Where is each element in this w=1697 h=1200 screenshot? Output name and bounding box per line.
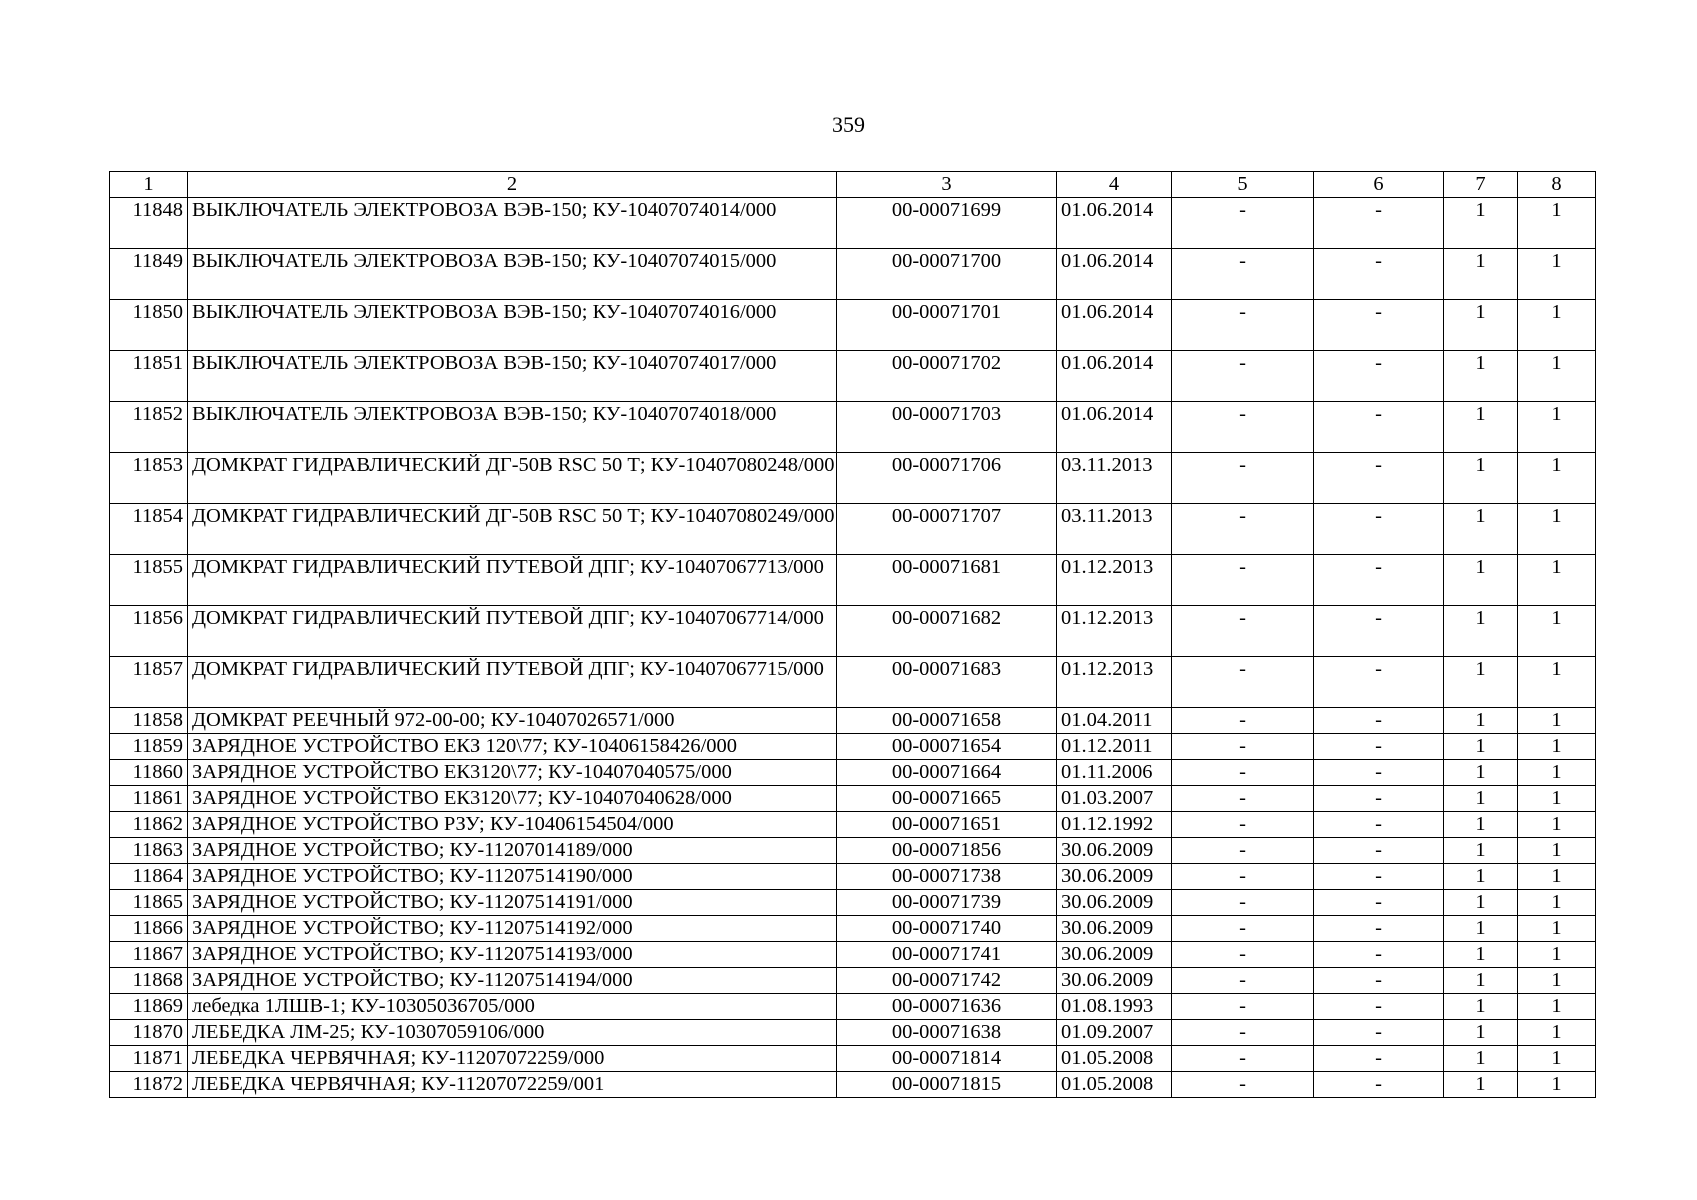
date-cell: 01.06.2014 — [1057, 198, 1172, 249]
inventory-code: 00-00071658 — [837, 708, 1057, 734]
column-7-cell: 1 — [1444, 942, 1518, 968]
column-6-cell: - — [1314, 1046, 1444, 1072]
date-cell: 01.03.2007 — [1057, 786, 1172, 812]
column-5-cell: - — [1172, 351, 1314, 402]
column-5-cell: - — [1172, 942, 1314, 968]
inventory-code: 00-00071703 — [837, 402, 1057, 453]
inventory-code: 00-00071814 — [837, 1046, 1057, 1072]
item-name: ДОМКРАТ ГИДРАВЛИЧЕСКИЙ ПУТЕВОЙ ДПГ; КУ-10407067715/000 — [188, 657, 837, 708]
column-8-cell: 1 — [1518, 708, 1596, 734]
column-7-cell: 1 — [1444, 300, 1518, 351]
date-cell: 03.11.2013 — [1057, 453, 1172, 504]
inventory-code: 00-00071741 — [837, 942, 1057, 968]
column-8-cell: 1 — [1518, 968, 1596, 994]
column-5-cell: - — [1172, 300, 1314, 351]
table-body — [110, 198, 1596, 1098]
item-name: ДОМКРАТ ГИДРАВЛИЧЕСКИЙ ДГ-50В RSC 50 Т; КУ-10407080249/000 — [188, 504, 837, 555]
table-row — [110, 760, 1596, 786]
column-7-cell: 1 — [1444, 657, 1518, 708]
item-name: ЗАРЯДНОЕ УСТРОЙСТВО РЗУ; КУ-10406154504/000 — [188, 812, 837, 838]
column-6-cell: - — [1314, 657, 1444, 708]
column-header: 2 — [188, 172, 837, 198]
column-5-cell: - — [1172, 708, 1314, 734]
item-name: ДОМКРАТ ГИДРАВЛИЧЕСКИЙ ПУТЕВОЙ ДПГ; КУ-10407067714/000 — [188, 606, 837, 657]
row-number: 11848 — [110, 198, 188, 249]
column-7-cell: 1 — [1444, 708, 1518, 734]
column-5-cell: - — [1172, 890, 1314, 916]
table-row — [110, 1020, 1596, 1046]
item-name: лебедка 1ЛШВ-1; КУ-10305036705/000 — [188, 994, 837, 1020]
column-8-cell: 1 — [1518, 1020, 1596, 1046]
column-6-cell: - — [1314, 453, 1444, 504]
inventory-code: 00-00071681 — [837, 555, 1057, 606]
column-8-cell: 1 — [1518, 942, 1596, 968]
column-6-cell: - — [1314, 760, 1444, 786]
column-8-cell: 1 — [1518, 890, 1596, 916]
table-row — [110, 249, 1596, 300]
column-5-cell: - — [1172, 838, 1314, 864]
table-row — [110, 708, 1596, 734]
inventory-code: 00-00071738 — [837, 864, 1057, 890]
column-7-cell: 1 — [1444, 606, 1518, 657]
item-name: ЛЕБЕДКА ЧЕРВЯЧНАЯ; КУ-11207072259/001 — [188, 1072, 837, 1098]
item-name: ЛЕБЕДКА ЧЕРВЯЧНАЯ; КУ-11207072259/000 — [188, 1046, 837, 1072]
header-row — [110, 172, 1596, 198]
table-row — [110, 916, 1596, 942]
inventory-code: 00-00071815 — [837, 1072, 1057, 1098]
column-6-cell: - — [1314, 555, 1444, 606]
row-number: 11861 — [110, 786, 188, 812]
column-5-cell: - — [1172, 249, 1314, 300]
column-7-cell: 1 — [1444, 198, 1518, 249]
date-cell: 30.06.2009 — [1057, 864, 1172, 890]
column-7-cell: 1 — [1444, 994, 1518, 1020]
column-7-cell: 1 — [1444, 734, 1518, 760]
column-6-cell: - — [1314, 838, 1444, 864]
item-name: ЗАРЯДНОЕ УСТРОЙСТВО; КУ-11207514190/000 — [188, 864, 837, 890]
inventory-code: 00-00071701 — [837, 300, 1057, 351]
table-row — [110, 453, 1596, 504]
column-5-cell: - — [1172, 994, 1314, 1020]
item-name: ВЫКЛЮЧАТЕЛЬ ЭЛЕКТРОВОЗА ВЭВ-150; КУ-10407074017/000 — [188, 351, 837, 402]
row-number: 11862 — [110, 812, 188, 838]
date-cell: 01.12.2013 — [1057, 555, 1172, 606]
column-7-cell: 1 — [1444, 1072, 1518, 1098]
row-number: 11860 — [110, 760, 188, 786]
column-7-cell: 1 — [1444, 453, 1518, 504]
table-row — [110, 968, 1596, 994]
column-5-cell: - — [1172, 760, 1314, 786]
registry-table — [109, 171, 1596, 1098]
date-cell: 01.06.2014 — [1057, 351, 1172, 402]
item-name: ДОМКРАТ ГИДРАВЛИЧЕСКИЙ ПУТЕВОЙ ДПГ; КУ-10407067713/000 — [188, 555, 837, 606]
column-6-cell: - — [1314, 1020, 1444, 1046]
inventory-code: 00-00071699 — [837, 198, 1057, 249]
item-name: ДОМКРАТ ГИДРАВЛИЧЕСКИЙ ДГ-50В RSC 50 Т; КУ-10407080248/000 — [188, 453, 837, 504]
column-7-cell: 1 — [1444, 1046, 1518, 1072]
table-row — [110, 942, 1596, 968]
column-6-cell: - — [1314, 786, 1444, 812]
row-number: 11857 — [110, 657, 188, 708]
column-6-cell: - — [1314, 942, 1444, 968]
table-row — [110, 504, 1596, 555]
column-6-cell: - — [1314, 734, 1444, 760]
date-cell: 01.12.2013 — [1057, 606, 1172, 657]
row-number: 11858 — [110, 708, 188, 734]
column-5-cell: - — [1172, 657, 1314, 708]
inventory-code: 00-00071654 — [837, 734, 1057, 760]
column-7-cell: 1 — [1444, 402, 1518, 453]
column-8-cell: 1 — [1518, 864, 1596, 890]
page-number: 359 — [832, 112, 865, 137]
date-cell: 30.06.2009 — [1057, 890, 1172, 916]
column-5-cell: - — [1172, 968, 1314, 994]
column-6-cell: - — [1314, 606, 1444, 657]
row-number: 11851 — [110, 351, 188, 402]
inventory-code: 00-00071700 — [837, 249, 1057, 300]
column-7-cell: 1 — [1444, 786, 1518, 812]
row-number: 11855 — [110, 555, 188, 606]
inventory-code: 00-00071664 — [837, 760, 1057, 786]
column-8-cell: 1 — [1518, 351, 1596, 402]
row-number: 11870 — [110, 1020, 188, 1046]
column-8-cell: 1 — [1518, 812, 1596, 838]
column-7-cell: 1 — [1444, 812, 1518, 838]
column-6-cell: - — [1314, 994, 1444, 1020]
item-name: ЗАРЯДНОЕ УСТРОЙСТВО; КУ-11207514193/000 — [188, 942, 837, 968]
column-header: 5 — [1172, 172, 1314, 198]
item-name: ВЫКЛЮЧАТЕЛЬ ЭЛЕКТРОВОЗА ВЭВ-150; КУ-10407074014/000 — [188, 198, 837, 249]
column-6-cell: - — [1314, 249, 1444, 300]
table-row — [110, 555, 1596, 606]
date-cell: 01.05.2008 — [1057, 1072, 1172, 1098]
column-7-cell: 1 — [1444, 249, 1518, 300]
column-8-cell: 1 — [1518, 555, 1596, 606]
item-name: ВЫКЛЮЧАТЕЛЬ ЭЛЕКТРОВОЗА ВЭВ-150; КУ-10407074018/000 — [188, 402, 837, 453]
column-8-cell: 1 — [1518, 1072, 1596, 1098]
date-cell: 01.04.2011 — [1057, 708, 1172, 734]
inventory-code: 00-00071665 — [837, 786, 1057, 812]
column-8-cell: 1 — [1518, 657, 1596, 708]
column-7-cell: 1 — [1444, 1020, 1518, 1046]
column-5-cell: - — [1172, 198, 1314, 249]
row-number: 11849 — [110, 249, 188, 300]
column-6-cell: - — [1314, 504, 1444, 555]
date-cell: 01.05.2008 — [1057, 1046, 1172, 1072]
column-7-cell: 1 — [1444, 916, 1518, 942]
table-row — [110, 890, 1596, 916]
column-7-cell: 1 — [1444, 968, 1518, 994]
column-5-cell: - — [1172, 812, 1314, 838]
column-header: 7 — [1444, 172, 1518, 198]
table-row — [110, 1072, 1596, 1098]
date-cell: 01.11.2006 — [1057, 760, 1172, 786]
item-name: ЗАРЯДНОЕ УСТРОЙСТВО; КУ-11207514191/000 — [188, 890, 837, 916]
item-name: ЛЕБЕДКА ЛМ-25; КУ-10307059106/000 — [188, 1020, 837, 1046]
column-7-cell: 1 — [1444, 555, 1518, 606]
row-number: 11850 — [110, 300, 188, 351]
column-6-cell: - — [1314, 968, 1444, 994]
column-header: 3 — [837, 172, 1057, 198]
column-5-cell: - — [1172, 1072, 1314, 1098]
column-7-cell: 1 — [1444, 504, 1518, 555]
table-row — [110, 786, 1596, 812]
column-5-cell: - — [1172, 504, 1314, 555]
row-number: 11869 — [110, 994, 188, 1020]
column-7-cell: 1 — [1444, 890, 1518, 916]
item-name: ЗАРЯДНОЕ УСТРОЙСТВО ЕК3120\77; КУ-10407040628/000 — [188, 786, 837, 812]
row-number: 11859 — [110, 734, 188, 760]
table-row — [110, 351, 1596, 402]
column-header: 6 — [1314, 172, 1444, 198]
row-number: 11863 — [110, 838, 188, 864]
column-6-cell: - — [1314, 300, 1444, 351]
date-cell: 01.06.2014 — [1057, 402, 1172, 453]
column-6-cell: - — [1314, 708, 1444, 734]
column-header: 4 — [1057, 172, 1172, 198]
row-number: 11871 — [110, 1046, 188, 1072]
inventory-code: 00-00071740 — [837, 916, 1057, 942]
column-5-cell: - — [1172, 606, 1314, 657]
table-row — [110, 402, 1596, 453]
column-5-cell: - — [1172, 916, 1314, 942]
row-number: 11853 — [110, 453, 188, 504]
item-name: ЗАРЯДНОЕ УСТРОЙСТВО ЕКЗ 120\77; КУ-10406158426/000 — [188, 734, 837, 760]
date-cell: 01.12.2013 — [1057, 657, 1172, 708]
inventory-code: 00-00071682 — [837, 606, 1057, 657]
row-number: 11868 — [110, 968, 188, 994]
column-5-cell: - — [1172, 1020, 1314, 1046]
column-7-cell: 1 — [1444, 760, 1518, 786]
column-7-cell: 1 — [1444, 864, 1518, 890]
column-5-cell: - — [1172, 453, 1314, 504]
column-5-cell: - — [1172, 402, 1314, 453]
row-number: 11872 — [110, 1072, 188, 1098]
column-5-cell: - — [1172, 1046, 1314, 1072]
column-8-cell: 1 — [1518, 402, 1596, 453]
date-cell: 30.06.2009 — [1057, 968, 1172, 994]
inventory-code: 00-00071706 — [837, 453, 1057, 504]
inventory-code: 00-00071636 — [837, 994, 1057, 1020]
column-6-cell: - — [1314, 916, 1444, 942]
column-5-cell: - — [1172, 864, 1314, 890]
date-cell: 01.06.2014 — [1057, 249, 1172, 300]
inventory-code: 00-00071651 — [837, 812, 1057, 838]
table-row — [110, 300, 1596, 351]
item-name: ЗАРЯДНОЕ УСТРОЙСТВО ЕК3120\77; КУ-10407040575/000 — [188, 760, 837, 786]
inventory-code: 00-00071683 — [837, 657, 1057, 708]
row-number: 11865 — [110, 890, 188, 916]
table-row — [110, 198, 1596, 249]
inventory-code: 00-00071742 — [837, 968, 1057, 994]
item-name: ЗАРЯДНОЕ УСТРОЙСТВО; КУ-11207014189/000 — [188, 838, 837, 864]
table-row — [110, 864, 1596, 890]
date-cell: 01.09.2007 — [1057, 1020, 1172, 1046]
column-6-cell: - — [1314, 812, 1444, 838]
column-8-cell: 1 — [1518, 916, 1596, 942]
column-8-cell: 1 — [1518, 994, 1596, 1020]
column-8-cell: 1 — [1518, 198, 1596, 249]
item-name: ЗАРЯДНОЕ УСТРОЙСТВО; КУ-11207514194/000 — [188, 968, 837, 994]
inventory-code: 00-00071739 — [837, 890, 1057, 916]
column-header: 1 — [110, 172, 188, 198]
date-cell: 03.11.2013 — [1057, 504, 1172, 555]
column-8-cell: 1 — [1518, 1046, 1596, 1072]
column-6-cell: - — [1314, 890, 1444, 916]
column-6-cell: - — [1314, 198, 1444, 249]
column-7-cell: 1 — [1444, 838, 1518, 864]
table-row — [110, 606, 1596, 657]
table-row — [110, 1046, 1596, 1072]
item-name: ВЫКЛЮЧАТЕЛЬ ЭЛЕКТРОВОЗА ВЭВ-150; КУ-10407074015/000 — [188, 249, 837, 300]
item-name: ДОМКРАТ РЕЕЧНЫЙ 972-00-00; КУ-10407026571/000 — [188, 708, 837, 734]
column-5-cell: - — [1172, 734, 1314, 760]
column-8-cell: 1 — [1518, 300, 1596, 351]
table-row — [110, 734, 1596, 760]
date-cell: 30.06.2009 — [1057, 942, 1172, 968]
row-number: 11866 — [110, 916, 188, 942]
row-number: 11867 — [110, 942, 188, 968]
item-name: ВЫКЛЮЧАТЕЛЬ ЭЛЕКТРОВОЗА ВЭВ-150; КУ-10407074016/000 — [188, 300, 837, 351]
table-row — [110, 657, 1596, 708]
column-8-cell: 1 — [1518, 249, 1596, 300]
row-number: 11856 — [110, 606, 188, 657]
item-name: ЗАРЯДНОЕ УСТРОЙСТВО; КУ-11207514192/000 — [188, 916, 837, 942]
date-cell: 01.12.1992 — [1057, 812, 1172, 838]
column-8-cell: 1 — [1518, 504, 1596, 555]
column-8-cell: 1 — [1518, 606, 1596, 657]
column-8-cell: 1 — [1518, 760, 1596, 786]
column-6-cell: - — [1314, 1072, 1444, 1098]
column-5-cell: - — [1172, 555, 1314, 606]
date-cell: 01.06.2014 — [1057, 300, 1172, 351]
table-row — [110, 838, 1596, 864]
table-row — [110, 812, 1596, 838]
row-number: 11854 — [110, 504, 188, 555]
column-7-cell: 1 — [1444, 351, 1518, 402]
inventory-code: 00-00071707 — [837, 504, 1057, 555]
inventory-code: 00-00071702 — [837, 351, 1057, 402]
date-cell: 01.12.2011 — [1057, 734, 1172, 760]
column-8-cell: 1 — [1518, 734, 1596, 760]
inventory-code: 00-00071856 — [837, 838, 1057, 864]
column-6-cell: - — [1314, 864, 1444, 890]
column-8-cell: 1 — [1518, 453, 1596, 504]
column-5-cell: - — [1172, 786, 1314, 812]
column-6-cell: - — [1314, 351, 1444, 402]
inventory-code: 00-00071638 — [837, 1020, 1057, 1046]
date-cell: 01.08.1993 — [1057, 994, 1172, 1020]
column-8-cell: 1 — [1518, 786, 1596, 812]
row-number: 11864 — [110, 864, 188, 890]
column-6-cell: - — [1314, 402, 1444, 453]
column-header: 8 — [1518, 172, 1596, 198]
table-row — [110, 994, 1596, 1020]
date-cell: 30.06.2009 — [1057, 838, 1172, 864]
column-8-cell: 1 — [1518, 838, 1596, 864]
row-number: 11852 — [110, 402, 188, 453]
date-cell: 30.06.2009 — [1057, 916, 1172, 942]
